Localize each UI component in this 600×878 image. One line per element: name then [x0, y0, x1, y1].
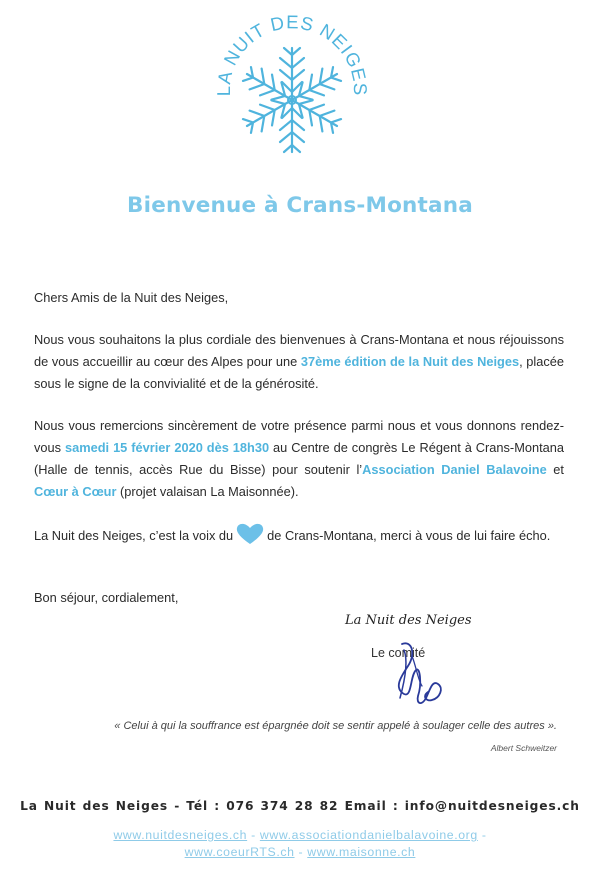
link-coeurrts[interactable]: www.coeurRTS.ch — [184, 845, 295, 859]
paragraph-voice — [34, 522, 564, 547]
link-separator: - — [294, 845, 308, 859]
quote-text: « Celui à qui la souffrance est épargnée doit se sentir appelé à soulager celle des autres ». — [114, 720, 557, 732]
paragraph-event-text-4: (projet valaisan La Maisonnée). — [116, 484, 299, 499]
paragraph-event-text-2: au Centre de congrès Le Régent à Crans-Montana (Halle de tennis, accès Rue du Bisse) pour soutenir l’ — [34, 440, 564, 477]
paragraph-event-text-1: Nous vous remercions sincèrement de votre présence parmi nous et vous donnons rendez-vous — [34, 418, 564, 455]
page-title: Bienvenue à Crans-Montana — [127, 193, 473, 218]
footer-contact: La Nuit des Neiges - Tél : 076 374 28 82 Email : info@nuitdesneiges.ch — [20, 799, 580, 813]
paragraph-event-text-3: et — [546, 462, 564, 477]
association-highlight: Association Daniel Balavoine — [362, 462, 547, 477]
link-associationdanielbalavoine[interactable]: www.associationdanielbalavoine.org — [259, 828, 478, 842]
heart-icon — [235, 522, 265, 546]
link-maisonne[interactable]: www.maisonne.ch — [307, 845, 416, 859]
paragraph-welcome — [34, 329, 564, 395]
paragraph-voice-end: de Crans-Montana, merci à vous de lui faire écho. — [267, 528, 551, 543]
paragraph-voice-text: La Nuit des Neiges, c’est la voix du — [34, 528, 234, 543]
link-nuitdesneiges[interactable]: www.nuitdesneiges.ch — [113, 828, 248, 842]
event-date-highlight: samedi 15 février 2020 dès 18h30 — [65, 440, 270, 455]
edition-highlight: 37ème édition de la Nuit des Neiges — [300, 354, 520, 369]
footer-links-row-1 — [0, 828, 600, 842]
handwritten-signature — [382, 636, 452, 716]
greeting: Chers Amis de la Nuit des Neiges, — [34, 290, 229, 305]
footer-links-row-2 — [0, 845, 600, 859]
paragraph-welcome-end: , placée sous le signe de la convivialité et de la générosité. — [34, 354, 564, 391]
quote-author: Albert Schweitzer — [490, 743, 557, 753]
paragraph-event — [34, 415, 564, 503]
link-separator: - — [477, 828, 487, 842]
signature-script-name: La Nuit des Neiges — [345, 613, 472, 628]
closing-line: Bon séjour, cordialement, — [34, 590, 179, 605]
committee-label: Le comité — [371, 646, 426, 660]
logo-arc-text: LA NUIT DES NEIGES — [212, 11, 372, 97]
coeur-a-coeur-highlight: Cœur à Cœur — [34, 484, 117, 499]
link-separator: - — [247, 828, 260, 842]
snowflake-icon — [241, 48, 343, 152]
paragraph-welcome-text: Nous vous souhaitons la plus cordiale des bienvenues à Crans-Montana et nous réjouissons de vous accueillir au cœur des Alpes pour une — [34, 332, 564, 369]
nuit-des-neiges-logo — [208, 8, 376, 168]
